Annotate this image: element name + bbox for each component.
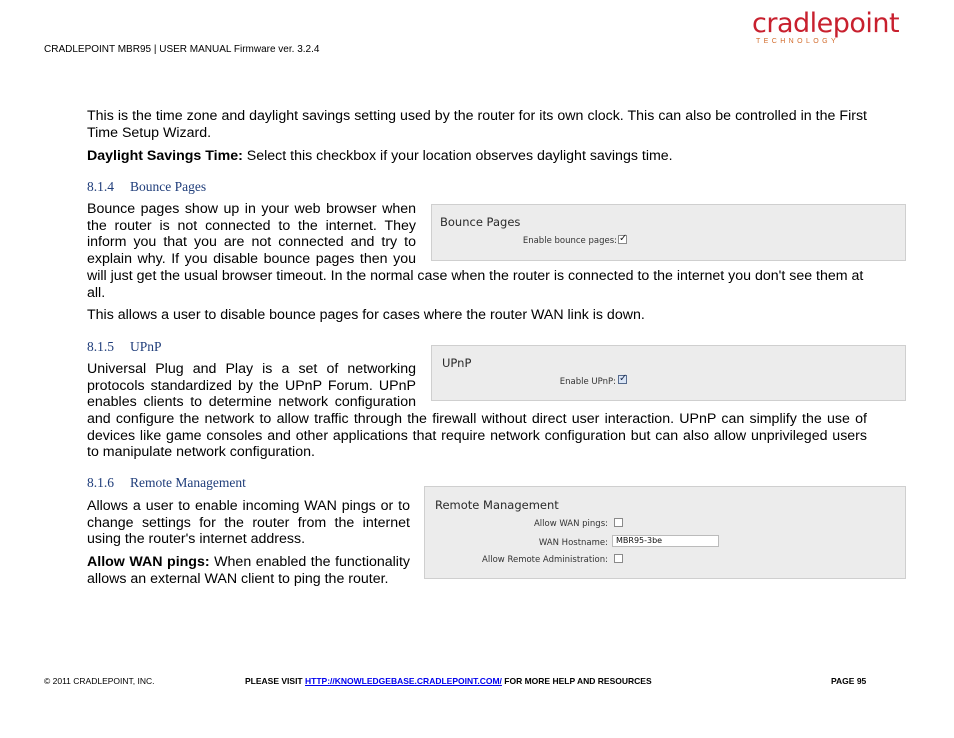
checkmark-icon: ✓ [619,233,628,244]
section-heading-upnp [87,339,162,355]
logo-wordmark: cradlepoint [752,8,900,39]
footer-visit [245,676,652,686]
dst-term: Daylight Savings Time: [87,148,243,164]
bounce-line: the router is not connected to the internet. They [87,217,416,234]
dst-paragraph [87,148,867,165]
panel-title: Remote Management [435,498,559,512]
timezone-paragraph: This is the time zone and daylight savings setting used by the router for its own clock. This can also be controlled in the First Time Setup Wizard. [87,108,867,141]
section-title: UPnP [130,339,162,354]
upnp-panel [431,345,906,401]
upnp-intro [87,361,416,411]
section-title: Bounce Pages [130,179,207,194]
visit-prefix: PLEASE VISIT [245,676,305,686]
panel-title: UPnP [442,356,472,370]
manual-header: CRADLEPOINT MBR95 | USER MANUAL Firmware ver. 3.2.4 [44,44,320,55]
bounce-intro [87,201,416,267]
allow-remote-admin-checkbox[interactable] [614,554,623,563]
remote-paragraph: Allows a user to enable incoming WAN pings or to change settings for the router from the internet using the router's internet address. [87,498,410,548]
panel-title: Bounce Pages [440,215,521,229]
enable-upnp-checkbox[interactable] [618,375,627,384]
upnp-line: Universal Plug and Play is a set of networking [87,361,416,377]
knowledgebase-link[interactable]: HTTP://KNOWLEDGEBASE.CRADLEPOINT.COM/ [305,676,502,686]
allow-wan-pings-checkbox[interactable] [614,518,623,527]
allow-pings-paragraph [87,554,410,587]
wan-hostname-label: WAN Hostname: [538,538,608,548]
upnp-continuation: and configure the network to allow traffic through the firewall without direct user interaction. UPnP can simplify the use of devices like game consoles and other applications that require network configuration but can also allow unprivileged users to manipulate network configuration. [87,411,867,461]
upnp-line: protocols standardized by the UPnP Forum. UPnP [87,377,416,394]
bounce-line: explain why. If you disable bounce pages then you [87,250,416,267]
dst-description: Select this checkbox if your location observes daylight savings time. [242,148,673,164]
section-number: 8.1.5 [87,339,114,354]
allow-pings-term: Allow WAN pings: [87,554,210,570]
remote-management-panel [424,486,906,579]
bounce-pages-panel [431,204,906,261]
section-heading-bounce [87,179,206,195]
checkmark-icon: ✓ [619,373,628,384]
upnp-line: enables clients to determine network configuration [87,394,416,411]
copyright-text: © 2011 CRADLEPOINT, INC. [44,676,155,686]
bounce-line: inform you that you are not connected and try to [87,234,416,251]
wan-hostname-input[interactable]: MBR95-3be [612,535,719,547]
section-heading-remote [87,475,246,491]
enable-bounce-label: Enable bounce pages: [522,236,617,246]
enable-bounce-checkbox[interactable] [618,235,627,244]
allow-remote-admin-label: Allow Remote Administration: [482,555,608,565]
allow-wan-pings-label: Allow WAN pings: [533,519,608,529]
bounce-line: Bounce pages show up in your web browser when [87,201,416,217]
section-title: Remote Management [130,475,246,490]
allow-pings-description: When enabled the functionality allows an external WAN client to ping the router. [87,554,410,587]
page-number: PAGE 95 [831,676,867,686]
cradlepoint-logo [752,10,902,46]
bounce-continuation: will just get the usual browser timeout. In the normal case when the router is connected to the internet you don't see them at all. [87,268,864,301]
bounce-paragraph-2: This allows a user to disable bounce pages for cases where the router WAN link is down. [87,307,645,323]
enable-upnp-label: Enable UPnP: [559,377,616,387]
visit-suffix: FOR MORE HELP AND RESOURCES [501,676,652,686]
section-number: 8.1.4 [87,179,114,194]
section-number: 8.1.6 [87,475,114,490]
logo-tagline: TECHNOLOGY [756,38,840,45]
footer-copyright [44,676,155,686]
